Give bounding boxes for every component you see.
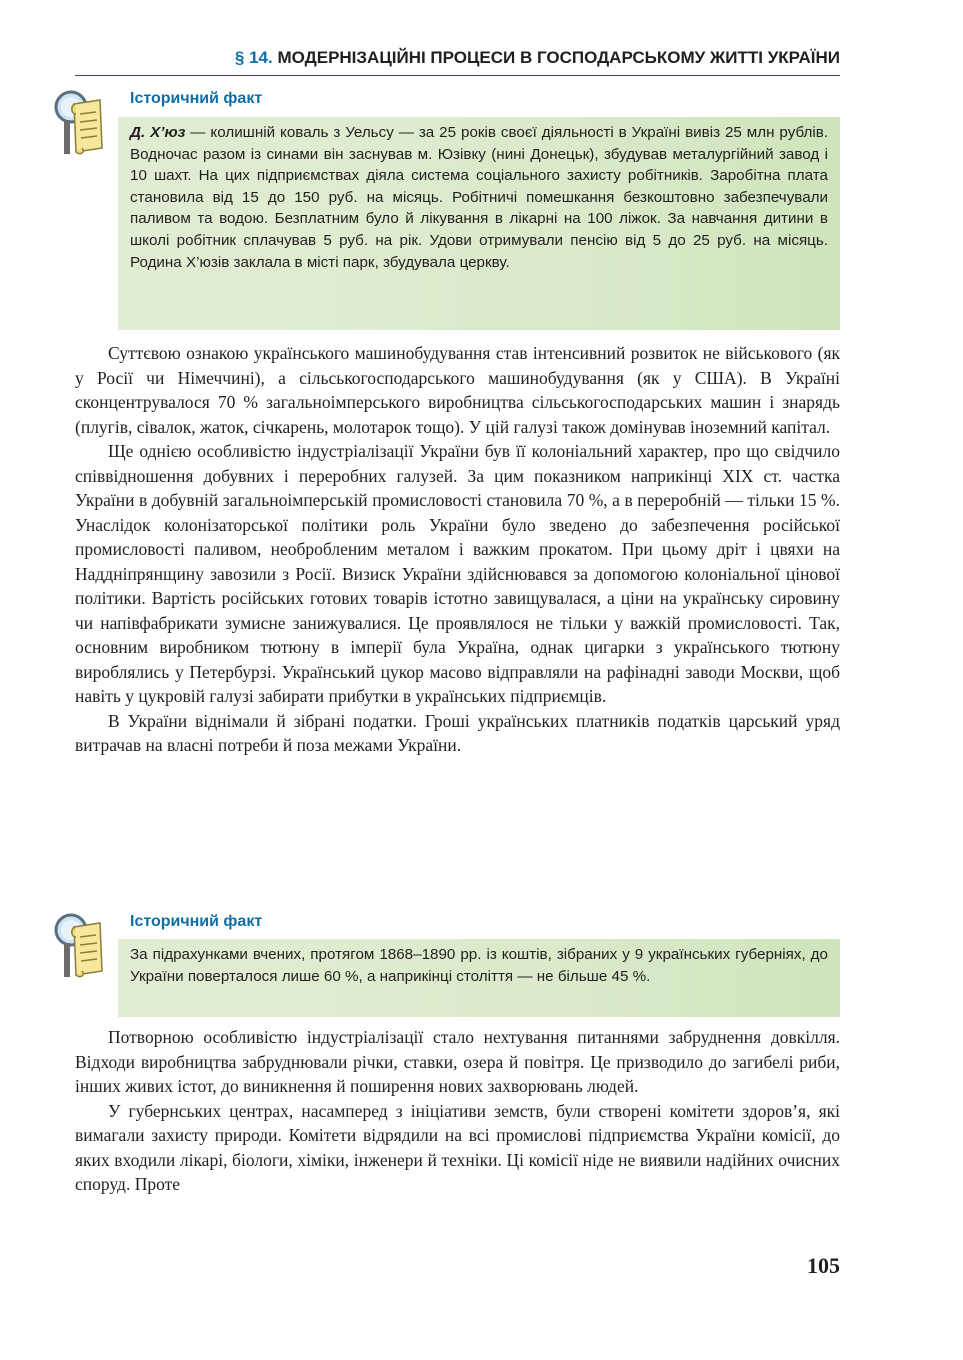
page-number: 105 xyxy=(807,1253,840,1278)
scroll-magnifier-icon xyxy=(54,90,112,162)
body-section-a xyxy=(75,341,840,758)
section-number: § 14. xyxy=(234,48,273,67)
section-title: МОДЕРНІЗАЦІЙНІ ПРОЦЕСИ В ГОСПОДАРСЬКОМУ ЖИТТІ УКРАЇНИ xyxy=(277,48,840,67)
running-header xyxy=(75,48,840,68)
fact-lead: Д. Х’юз xyxy=(130,124,186,141)
fact-text: За підрахунками вчених, протягом 1868–1890 рр. із коштів, зібраних у 9 українських губерніях, до України поверталося лише 60 %, а наприкінці століття — не більше 45 %. xyxy=(130,946,828,985)
fact-text: — колишній коваль з Уельсу — за 25 років своєї діяльності в Україні вивіз 25 млн рублів. Водночас разом із синами він заснував м. Юзівку (нині Донецьк), збудував металургійний завод і 10 шахт. На цих підприємствах діяла система соціального захисту робітників. Заробітна плата становила від 15 до 150 руб. на місяць. Робітничі помешкання безкоштовно забезпечували паливом та водою. Безплатним було й лікування в лікарні на 100 ліжок. За навчання дитини в школі робітник сплачував 5 руб. на рік. Удови отримували пенсію від 5 до 25 руб. на місяць. Родина Х’юзів заклала в місті парк, збудувала церкву. xyxy=(130,124,829,271)
scroll-magnifier-icon xyxy=(54,913,112,985)
body-section-b xyxy=(75,1025,840,1197)
fact-box xyxy=(118,117,840,330)
paragraph: У губернських центрах, насамперед з ініціативи земств, були створені комітети здоров’я, які вимагали захисту природи. Комітети відрядили на всі промислові підприємства України комісії, до яких входили лікарі, біологи, хіміки, інженери й техніки. Ці комісії ніде не виявили надійних очисних споруд. Проте xyxy=(75,1100,840,1194)
paragraph: Потворною особливістю індустріалізації стало нехтування питаннями забруднення довкілля. Відходи виробництва забруднювали річки, ставки, озера й повітря. Це призводило до загибелі риби, інших живих істот, до виникнення й поширення нових захворювань людей. xyxy=(75,1027,840,1096)
fact-title: Історичний факт xyxy=(130,90,263,107)
paragraph: В України віднімали й зібрані податки. Гроші українських платників податків царський уряд витрачав на власні потреби й поза межами України. xyxy=(75,710,840,755)
paragraph: Ще однією особливістю індустріалізації України був її колоніальний характер, про що свідчило співвідношення добувних і переробних галузей. За цим показником наприкінці XIX ст. частка України в добувній загальноімперській промисловості становила 70 %, а в переробній — тільки 15 %. Унаслідок колонізаторської політики роль України було зведено до забезпечення російської промисловості паливом, необробленим металом і важким прокатом. При цьому дріт і цвяхи на Наддніпрянщину завозили з Росії. Визиск України здійснювався за допомогою колоніальної цінової політики. Вартість російських готових товарів істотно завищувалася, а ціни на українську сировину чи напівфабрикати зумисне занижувалися. Це проявлялося не тільки у важкій промисловості. Так, основним виробником тютюну в імперії була Україна, однак цигарки з українського тютюну вироблялись у Петербурзі. Український цукор масово відправляли на рафінадні заводи Москви, щоб навіть у цукровій галузі забирати прибутки в українських підприємців. xyxy=(75,441,840,706)
fact-title: Історичний факт xyxy=(130,913,263,930)
fact-box xyxy=(118,939,840,1017)
paragraph: Суттєвою ознакою українського машинобудування став інтенсивний розвиток не військового (як у Росії чи Німеччині), а сільськогосподарського машинобудування (як у США). В Україні сконцентрувалося 70 % загальноімперського виробництва сільськогосподарських машин і знарядь (плугів, сівалок, жаток, січкарень, молотарок тощо). У цій галузі також домінував іноземний капітал. xyxy=(75,343,840,437)
header-rule xyxy=(75,75,840,76)
